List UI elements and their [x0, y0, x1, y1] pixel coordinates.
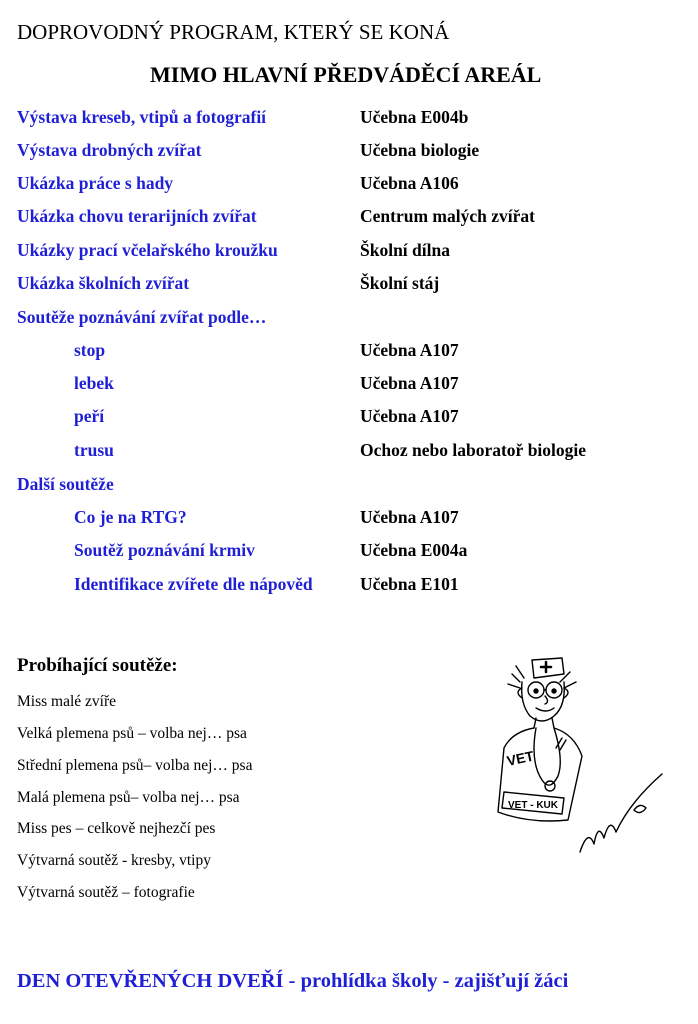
header-line-2: MIMO HLAVNÍ PŘEDVÁDĚCÍ AREÁL — [150, 62, 542, 87]
competition-item: Miss malé zvíře — [17, 693, 117, 710]
competition-item: Výtvarná soutěž - kresby, vtipy — [17, 852, 211, 869]
cross-icon — [541, 662, 551, 672]
program-location: Učebna E004a — [360, 540, 468, 560]
program-location: Učebna A107 — [360, 373, 459, 393]
competition-item: Malá plemena psů– volba nej… psa — [17, 789, 240, 806]
program-section-heading: Další soutěže — [17, 474, 114, 494]
vet-cartoon-illustration — [490, 652, 670, 862]
program-section-heading: Soutěže poznávání zvířat podle… — [17, 307, 267, 327]
competition-item: Výtvarná soutěž – fotografie — [17, 884, 195, 901]
program-location: Ochoz nebo laboratoř biologie — [360, 440, 587, 460]
shirt-text: VET — [505, 747, 536, 769]
program-location: Učebna E101 — [360, 574, 459, 594]
program-activity: Výstava drobných zvířat — [17, 140, 202, 160]
footer-banner: DEN OTEVŘENÝCH DVEŘÍ - prohlídka školy - zajišťují žáci — [17, 970, 569, 992]
program-location: Učebna A107 — [360, 507, 459, 527]
header-line-1: DOPROVODNÝ PROGRAM, KTERÝ SE KONÁ — [17, 20, 450, 44]
program-activity: lebek — [74, 373, 114, 393]
program-location: Učebna A107 — [360, 406, 459, 426]
program-location: Centrum malých zvířat — [360, 206, 535, 226]
program-activity: Identifikace zvířete dle nápověd — [74, 574, 313, 594]
program-activity: Ukázky prací včelařského kroužku — [17, 240, 278, 260]
program-location: Učebna A107 — [360, 340, 459, 360]
tag-text: VET - KUK — [508, 800, 558, 811]
program-activity: Ukázka chovu terarijních zvířat — [17, 206, 257, 226]
program-location: Učebna A106 — [360, 173, 459, 193]
program-activity: peří — [74, 406, 105, 426]
program-activity: Ukázka školních zvířat — [17, 273, 190, 293]
program-location: Školní stáj — [360, 273, 440, 293]
competition-item: Střední plemena psů– volba nej… psa — [17, 757, 253, 774]
program-activity: Soutěž poznávání krmiv — [74, 540, 255, 560]
program-activity: Výstava kreseb, vtipů a fotografií — [17, 107, 267, 127]
stethoscope-icon — [545, 781, 555, 791]
program-location: Učebna biologie — [360, 140, 480, 160]
signature-icon — [580, 774, 662, 852]
competitions-title: Probíhající soutěže: — [17, 655, 178, 676]
program-activity: stop — [74, 340, 106, 360]
program-activity: Co je na RTG? — [74, 507, 187, 527]
program-activity: trusu — [74, 440, 114, 460]
competition-item: Miss pes – celkově nejhezčí pes — [17, 820, 216, 837]
program-activity: Ukázka práce s hady — [17, 173, 174, 193]
competition-item: Velká plemena psů – volba nej… psa — [17, 725, 247, 742]
program-location: Učebna E004b — [360, 107, 469, 127]
program-location: Školní dílna — [360, 240, 450, 260]
